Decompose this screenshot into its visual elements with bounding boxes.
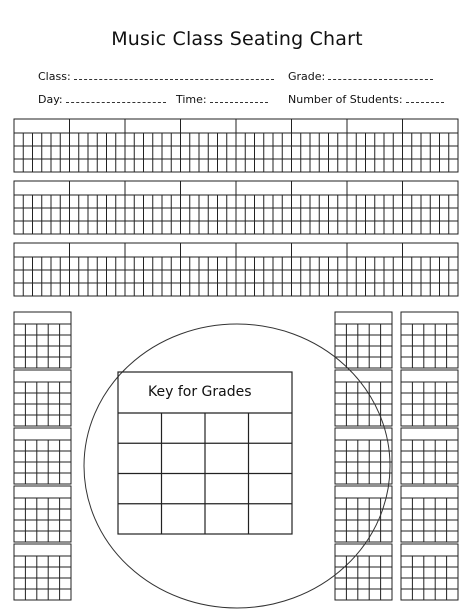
seat-block[interactable] bbox=[125, 119, 181, 172]
seat-block[interactable] bbox=[70, 181, 126, 234]
seat-block-border bbox=[14, 486, 71, 542]
seat-block[interactable] bbox=[14, 428, 71, 484]
seat-block[interactable] bbox=[403, 181, 459, 234]
seat-block[interactable] bbox=[335, 428, 392, 484]
class-label: Class: bbox=[38, 70, 71, 83]
seat-block[interactable] bbox=[401, 370, 458, 426]
seat-block[interactable] bbox=[401, 544, 458, 600]
grade-label: Grade: bbox=[288, 70, 326, 83]
seat-block[interactable] bbox=[125, 181, 181, 234]
seat-block[interactable] bbox=[335, 312, 392, 368]
seat-block[interactable] bbox=[347, 119, 403, 172]
seat-block[interactable] bbox=[347, 243, 403, 296]
key-title: Key for Grades bbox=[148, 384, 252, 400]
seat-block[interactable] bbox=[403, 119, 459, 172]
time-label: Time: bbox=[176, 93, 207, 106]
seat-block-border bbox=[14, 544, 71, 600]
seat-grids bbox=[14, 119, 458, 600]
page-title: Music Class Seating Chart bbox=[111, 28, 363, 50]
seat-block[interactable] bbox=[292, 181, 348, 234]
seat-block[interactable] bbox=[236, 119, 292, 172]
seat-block-border bbox=[14, 428, 71, 484]
seat-block-border bbox=[401, 312, 458, 368]
seat-block[interactable] bbox=[14, 181, 70, 234]
seat-block[interactable] bbox=[401, 428, 458, 484]
seat-block[interactable] bbox=[14, 486, 71, 542]
seat-block[interactable] bbox=[14, 119, 70, 172]
seat-block[interactable] bbox=[401, 486, 458, 542]
seat-block[interactable] bbox=[70, 119, 126, 172]
seat-block[interactable] bbox=[292, 119, 348, 172]
seat-block-border bbox=[14, 312, 71, 368]
seat-block[interactable] bbox=[292, 243, 348, 296]
seat-block[interactable] bbox=[125, 243, 181, 296]
seat-block-border bbox=[14, 370, 71, 426]
seat-block-border bbox=[335, 312, 392, 368]
seat-block[interactable] bbox=[347, 181, 403, 234]
seat-block[interactable] bbox=[181, 181, 237, 234]
seat-block[interactable] bbox=[335, 370, 392, 426]
seat-block-border bbox=[335, 370, 392, 426]
seat-block-border bbox=[335, 428, 392, 484]
seat-block[interactable] bbox=[181, 243, 237, 296]
seat-block-border bbox=[401, 370, 458, 426]
center-circle bbox=[84, 324, 390, 608]
students-label: Number of Students: bbox=[288, 93, 403, 106]
seat-block[interactable] bbox=[335, 486, 392, 542]
seat-block[interactable] bbox=[401, 312, 458, 368]
seat-block[interactable] bbox=[70, 243, 126, 296]
seat-block[interactable] bbox=[14, 370, 71, 426]
seat-block[interactable] bbox=[403, 243, 459, 296]
seat-block[interactable] bbox=[181, 119, 237, 172]
seat-block[interactable] bbox=[14, 243, 70, 296]
seat-block[interactable] bbox=[236, 243, 292, 296]
seat-block-border bbox=[401, 544, 458, 600]
seat-block[interactable] bbox=[335, 544, 392, 600]
seat-block-border bbox=[401, 428, 458, 484]
seat-block[interactable] bbox=[14, 544, 71, 600]
seat-block[interactable] bbox=[236, 181, 292, 234]
day-label: Day: bbox=[38, 93, 63, 106]
seat-block-border bbox=[335, 544, 392, 600]
seat-block[interactable] bbox=[14, 312, 71, 368]
seat-block-border bbox=[401, 486, 458, 542]
seat-block-border bbox=[335, 486, 392, 542]
